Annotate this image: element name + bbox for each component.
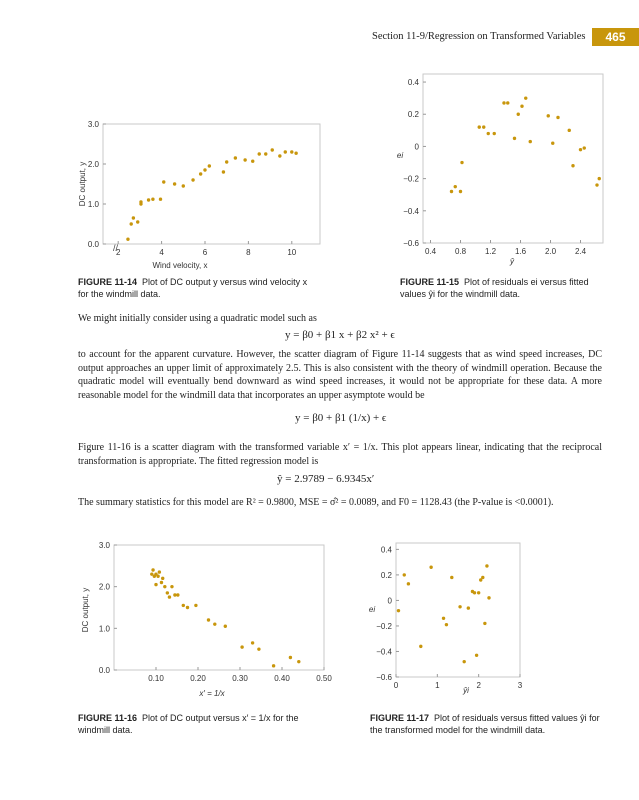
fig14-caption — [78, 276, 318, 300]
fig14-xtick-label: 6 — [202, 248, 208, 257]
fig15-data-point — [459, 190, 462, 193]
fig14-data-point — [136, 220, 139, 223]
fig14-data-point — [225, 160, 228, 163]
fig16-xtick-label: 0.40 — [274, 674, 290, 683]
fig17-ytick-label: 0.2 — [380, 570, 392, 580]
fig15-data-point — [487, 132, 490, 135]
fig17-xlabel: ŷi — [463, 686, 469, 695]
fig17-data-point — [467, 606, 470, 609]
fig17-caption-label: FIGURE 11-17 — [370, 713, 430, 723]
fig16-data-point — [150, 572, 153, 575]
fig17-xtick-label: 0 — [393, 681, 399, 690]
fig14-plot-frame — [103, 124, 320, 244]
fig17-data-point — [458, 605, 461, 608]
fig16-data-point — [163, 585, 166, 588]
fig17-data-point — [397, 609, 400, 612]
fig16-ytick-label: 1.0 — [98, 624, 110, 634]
fig17-data-point — [483, 622, 486, 625]
fig16-xtick-label: 0.20 — [190, 674, 206, 683]
paragraph-1: We might initially consider using a quadratic model such as — [78, 313, 317, 324]
fig17-xtick-label: 3 — [517, 681, 523, 690]
fig15-data-point — [450, 190, 453, 193]
fig15-ytick-label: 0.2 — [407, 110, 419, 120]
fig15-data-point — [524, 96, 527, 99]
fig17-caption-text: Plot of residuals versus fitted values ŷi for the transformed model for the windmill data. — [370, 713, 600, 735]
fig15-data-point — [556, 116, 559, 119]
fig15-data-point — [598, 177, 601, 180]
fig16-ylabel: DC output, y — [81, 587, 90, 633]
fig14-data-point — [222, 170, 225, 173]
fig17-data-point — [450, 576, 453, 579]
fig16-caption-label: FIGURE 11-16 — [78, 713, 138, 723]
fig17-data-point — [471, 590, 474, 593]
page-number: 465 — [592, 28, 639, 46]
paragraph-3: Figure 11-16 is a scatter diagram with the transformed variable x′ = 1/x. This plot appears linear, indicating that the reciprocal transformation is appropriate. The fitted regression model is — [78, 442, 602, 467]
fig16-data-point — [176, 593, 179, 596]
fig14-data-point — [162, 180, 165, 183]
fig17-data-point — [403, 573, 406, 576]
fig17-data-point — [429, 566, 432, 569]
fig15-data-point — [482, 125, 485, 128]
equation-reciprocal: y = β0 + β1 (1/x) + ϵ — [295, 412, 387, 424]
fig14-data-point — [159, 198, 162, 201]
fig16-data-point — [160, 581, 163, 584]
fig16-data-point — [158, 570, 161, 573]
fig16-data-point — [170, 585, 173, 588]
fig14-data-point — [130, 222, 133, 225]
fig16-xtick-label: 0.10 — [148, 674, 164, 683]
fig17-ytick-label: −0.2 — [376, 621, 392, 631]
fig15-ytick-label: 0 — [414, 142, 419, 152]
fig17-plot-frame — [396, 543, 520, 677]
fig16-plot-frame — [114, 545, 324, 670]
fig15-ytick-label: −0.6 — [403, 239, 419, 248]
fig17-xtick-label: 2 — [476, 681, 481, 690]
fig15-ytick-label: −0.4 — [403, 206, 419, 216]
fig15-data-point — [583, 146, 586, 149]
fig16-data-point — [224, 625, 227, 628]
fig15-data-point — [493, 132, 496, 135]
fig17-data-point — [407, 582, 410, 585]
fig16-xtick-label: 0.30 — [232, 674, 248, 683]
fig14-data-point — [258, 152, 261, 155]
fig15-xtick-label: 1.6 — [514, 247, 527, 256]
fig14-data-point — [191, 178, 194, 181]
fig17-data-point — [463, 660, 466, 663]
equation-fitted: ŷ = 2.9789 − 6.9345x′ — [277, 473, 375, 485]
fig15-data-point — [460, 161, 463, 164]
fig14-data-point — [264, 152, 267, 155]
fig16-ytick-label: 2.0 — [98, 582, 110, 592]
fig14-data-point — [139, 200, 142, 203]
fig14-data-point — [151, 198, 154, 201]
paragraph-4: The summary statistics for this model are R² = 0.9800, MSE = σ̂² = 0.0089, and F0 = 1128.43 (the P-value is <0.0001). — [78, 497, 554, 508]
fig16-data-point — [194, 604, 197, 607]
fig15-data-point — [568, 129, 571, 132]
fig16-data-point — [166, 591, 169, 594]
fig15-xtick-label: 2.4 — [574, 247, 587, 256]
fig15-data-point — [520, 104, 523, 107]
fig17-data-point — [481, 576, 484, 579]
fig15-data-point — [529, 140, 532, 143]
fig15-xtick-label: 2.0 — [544, 247, 557, 256]
fig14-xtick-label: 2 — [115, 248, 121, 257]
fig16-data-point — [257, 647, 260, 650]
fig17-data-point — [485, 564, 488, 567]
fig14-xtick-label: 10 — [287, 248, 297, 257]
fig14-caption-label: FIGURE 11-14 — [78, 277, 138, 287]
fig16-data-point — [153, 575, 156, 578]
fig14-data-point — [278, 154, 281, 157]
paragraph-2: to account for the apparent curvature. However, the scatter diagram of Figure 11-14 suggests that as wind speed increases, DC output approaches an upper limit of approximately 2.5. This is also consistent with the theory of windmill operation. Because the quadratic model will eventually bend downward as wind speed increases, it would not be appropriate for these data. A more reasonable model for the windmill data that incorporates an upper asymptote would be — [78, 349, 602, 401]
fig16-data-point — [168, 595, 171, 598]
fig15-data-point — [547, 114, 550, 117]
fig14-data-point — [284, 150, 287, 153]
fig15-data-point — [513, 137, 516, 140]
fig15-xtick-label: 0.8 — [454, 247, 467, 256]
fig14-caption-text: Plot of DC output y versus wind velocity x for the windmill data. — [78, 277, 308, 299]
fig17-data-point — [487, 596, 490, 599]
fig14-ytick-label: 3.0 — [87, 120, 99, 129]
fig14-ytick-label: 0.0 — [87, 240, 99, 249]
fig15-xtick-label: 1.2 — [484, 247, 497, 256]
fig17-data-point — [419, 645, 422, 648]
fig17-caption — [370, 712, 610, 736]
fig16-data-point — [161, 577, 164, 580]
fig17-ytick-label: 0.4 — [380, 545, 392, 555]
fig16-caption-text: Plot of DC output versus x′ = 1/x for the windmill data. — [78, 713, 299, 735]
fig15-ylabel: ei — [396, 151, 404, 160]
fig15-xlabel: ŷ — [510, 257, 514, 266]
fig14-data-point — [182, 184, 185, 187]
fig14-ylabel: DC output, y — [78, 161, 87, 207]
fig14-data-point — [271, 148, 274, 151]
fig15-plot-frame — [423, 74, 603, 243]
fig17-data-point — [445, 623, 448, 626]
fig16-data-point — [186, 606, 189, 609]
fig15-data-point — [571, 164, 574, 167]
fig17-data-point — [479, 578, 482, 581]
fig16-data-point — [207, 618, 210, 621]
fig14-data-point — [290, 150, 293, 153]
fig14-xtick-label: 4 — [159, 248, 164, 257]
fig15-xtick-label: 0.4 — [424, 247, 437, 256]
fig16-data-point — [240, 645, 243, 648]
fig16-data-point — [297, 660, 300, 663]
fig15-data-point — [595, 183, 598, 186]
fig17-data-point — [477, 591, 480, 594]
fig16-data-point — [182, 604, 185, 607]
fig17-ytick-label: 0 — [387, 596, 392, 606]
fig14-data-point — [199, 172, 202, 175]
fig16-caption — [78, 712, 318, 736]
fig16-ytick-label: 3.0 — [98, 541, 110, 550]
fig15-data-point — [454, 185, 457, 188]
fig16-ytick-label: 0.0 — [98, 666, 110, 675]
fig17-data-point — [473, 591, 476, 594]
fig16-data-point — [173, 593, 176, 596]
fig15-caption — [400, 276, 605, 300]
fig16-data-point — [156, 575, 159, 578]
fig15-caption-label: FIGURE 11-15 — [400, 277, 460, 287]
fig14-xlabel: Wind velocity, x — [152, 261, 208, 270]
fig14-data-point — [173, 182, 176, 185]
fig15-data-point — [506, 101, 509, 104]
fig14-data-point — [203, 168, 206, 171]
fig14-data-point — [294, 152, 297, 155]
fig14-data-point — [126, 238, 129, 241]
fig14-xtick-label: 8 — [246, 248, 251, 257]
fig14-ytick-label: 1.0 — [87, 200, 99, 209]
fig17-ylabel: ei — [368, 605, 376, 614]
fig17-ytick-label: −0.6 — [376, 673, 392, 682]
fig15-data-point — [517, 113, 520, 116]
fig14-data-point — [234, 156, 237, 159]
fig17-data-point — [475, 654, 478, 657]
fig15-data-point — [478, 125, 481, 128]
fig14-data-point — [147, 198, 150, 201]
fig16-data-point — [272, 664, 275, 667]
fig15-ytick-label: 0.4 — [407, 78, 419, 88]
fig14-data-point — [208, 164, 211, 167]
fig15-data-point — [502, 101, 505, 104]
fig16-data-point — [213, 622, 216, 625]
fig16-xtick-label: 0.50 — [316, 674, 332, 683]
fig15-ytick-label: −0.2 — [403, 174, 419, 184]
fig16-data-point — [154, 572, 157, 575]
fig15-data-point — [579, 148, 582, 151]
fig17-ytick-label: −0.4 — [376, 647, 392, 657]
fig14-data-point — [243, 158, 246, 161]
fig14-data-point — [139, 202, 142, 205]
fig15-caption-text: Plot of residuals ei versus fitted values ŷi for the windmill data. — [400, 277, 589, 299]
fig15-data-point — [551, 142, 554, 145]
fig16-data-point — [251, 641, 254, 644]
fig16-xlabel: x′ = 1/x — [199, 689, 225, 698]
fig14-data-point — [132, 216, 135, 219]
fig17-data-point — [442, 617, 445, 620]
section-title: Section 11-9/Regression on Transformed Variables — [372, 31, 586, 42]
fig14-ytick-label: 2.0 — [87, 160, 99, 169]
fig16-data-point — [289, 656, 292, 659]
fig17-xtick-label: 1 — [435, 681, 440, 690]
fig16-data-point — [151, 568, 154, 571]
fig14-axis-break: // — [113, 243, 119, 253]
fig14-data-point — [251, 160, 254, 163]
equation-quadratic: y = β0 + β1 x + β2 x² + ϵ — [285, 329, 395, 341]
fig16-data-point — [154, 583, 157, 586]
